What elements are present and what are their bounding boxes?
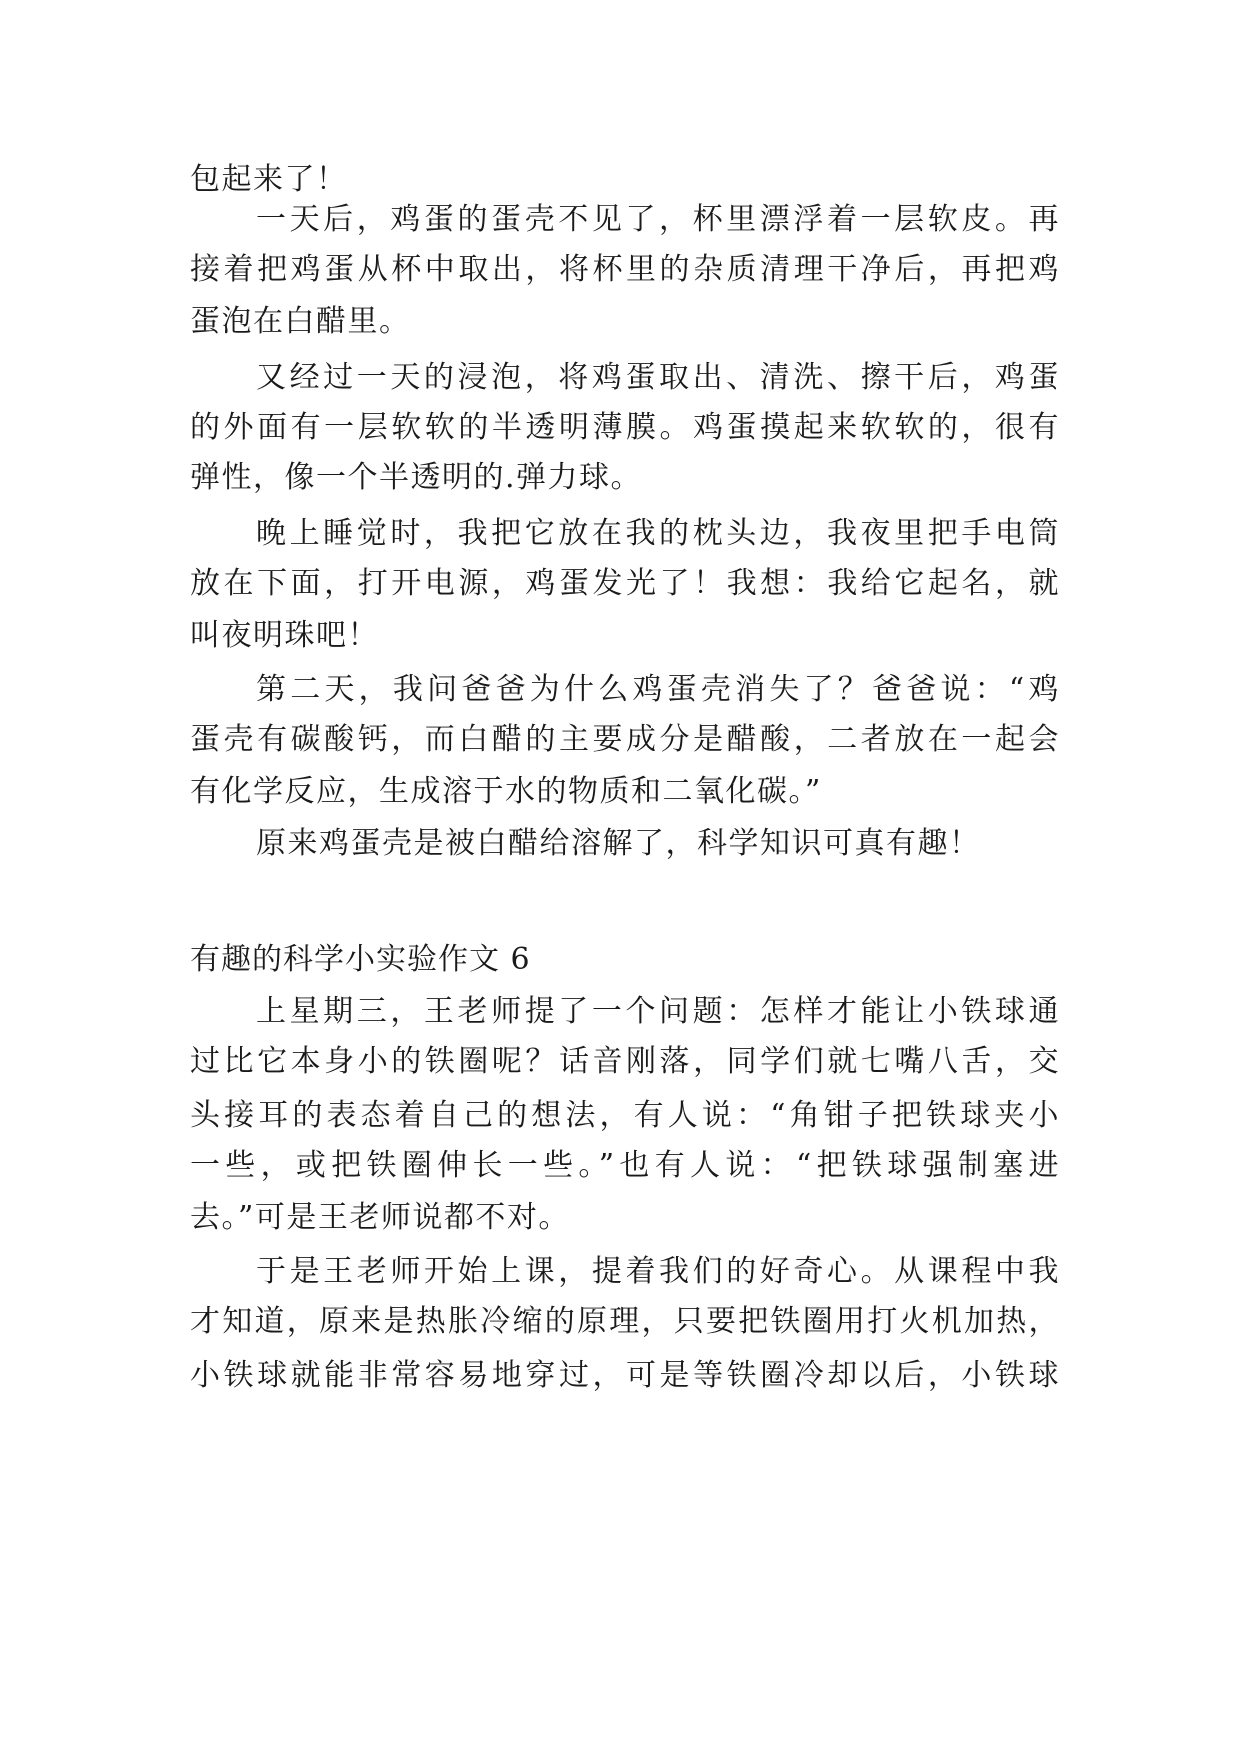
paragraph-first-line: 上星期三，王老师提了一个问题：怎样才能让小铁球通 xyxy=(256,994,1060,1029)
text-line: 放在下面，打开电源，鸡蛋发光了！我想：我给它起名，就 xyxy=(190,566,1060,601)
text-line: 接着把鸡蛋从杯中取出，将杯里的杂质清理干净后，再把鸡 xyxy=(190,252,1060,287)
text-line: 去。”可是王老师说都不对。 xyxy=(190,1200,570,1235)
text-line: 才知道，原来是热胀冷缩的原理，只要把铁圈用打火机加热， xyxy=(190,1304,1060,1339)
text-line: 包起来了！ xyxy=(190,162,348,197)
paragraph-first-line: 于是王老师开始上课，提着我们的好奇心。从课程中我 xyxy=(256,1254,1060,1289)
paragraph-first-line: 一天后，鸡蛋的蛋壳不见了，杯里漂浮着一层软皮。再 xyxy=(256,202,1060,237)
paragraph-first-line: 晚上睡觉时，我把它放在我的枕头边，我夜里把手电筒 xyxy=(256,516,1060,551)
text-line: 头接耳的表态着自己的想法，有人说：“角钳子把铁球夹小 xyxy=(190,1098,1060,1133)
section-heading: 有趣的科学小实验作文 6 xyxy=(190,942,531,977)
text-line: 蛋泡在白醋里。 xyxy=(190,304,411,339)
text-line: 有化学反应，生成溶于水的物质和二氧化碳。” xyxy=(190,774,822,809)
text-line: 小铁球就能非常容易地穿过，可是等铁圈冷却以后，小铁球 xyxy=(190,1358,1060,1393)
text-line: 的外面有一层软软的半透明薄膜。鸡蛋摸起来软软的，很有 xyxy=(190,410,1060,445)
paragraph-first-line: 原来鸡蛋壳是被白醋给溶解了，科学知识可真有趣！ xyxy=(256,826,981,861)
paragraph-first-line: 又经过一天的浸泡，将鸡蛋取出、清洗、擦干后，鸡蛋 xyxy=(256,360,1060,395)
text-line: 叫夜明珠吧！ xyxy=(190,618,379,653)
paragraph-first-line: 第二天，我问爸爸为什么鸡蛋壳消失了？爸爸说：“鸡 xyxy=(256,672,1060,707)
text-line: 一些，或把铁圈伸长一些。”也有人说：“把铁球强制塞进 xyxy=(190,1148,1060,1183)
text-line: 弹性，像一个半透明的.弹力球。 xyxy=(190,460,643,495)
text-line: 蛋壳有碳酸钙，而白醋的主要成分是醋酸，二者放在一起会 xyxy=(190,722,1060,757)
text-line: 过比它本身小的铁圈呢？话音刚落，同学们就七嘴八舌，交 xyxy=(190,1044,1060,1079)
